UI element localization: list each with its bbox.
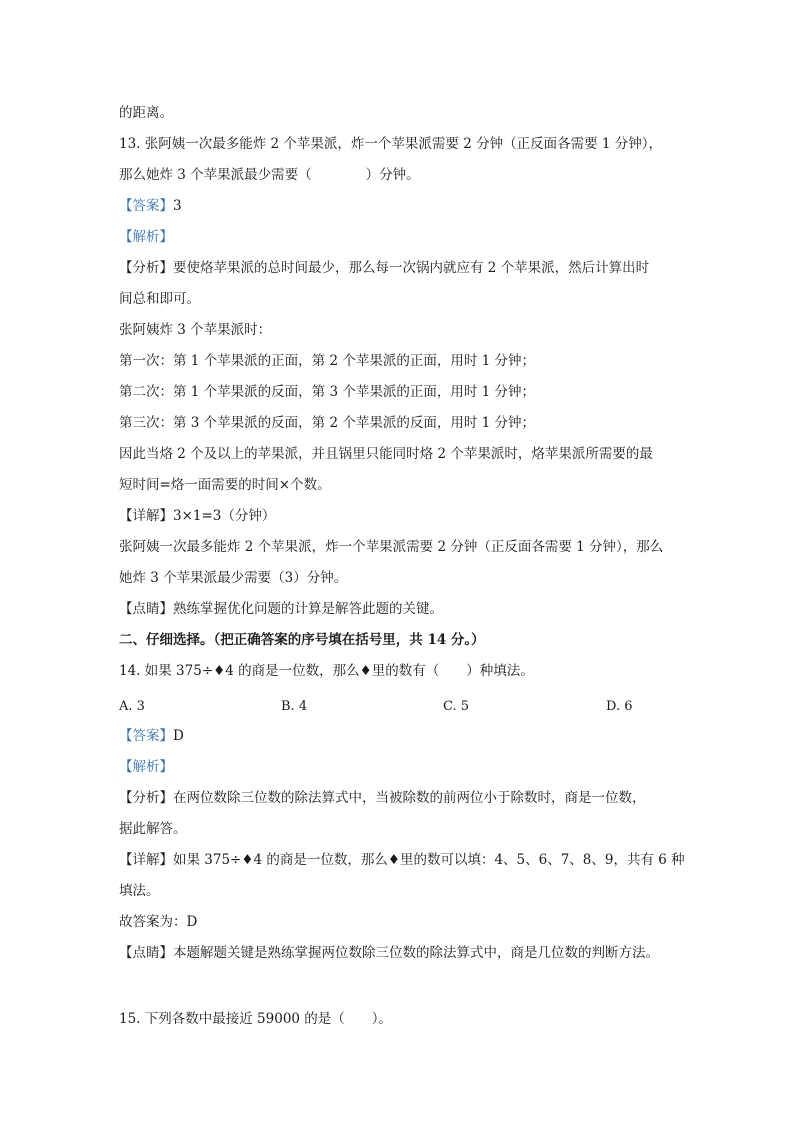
line-text: 张阿姨炸 3 个苹果派时： (119, 322, 272, 338)
answer-tag: 【答案】 (119, 728, 173, 744)
analysis-heading (119, 227, 679, 247)
detail-line (119, 506, 679, 526)
analysis-line (119, 258, 679, 278)
analysis-line (119, 788, 679, 808)
text-line (119, 444, 679, 464)
key-point-tag: 【点睛】 (119, 601, 173, 617)
option-c: C. 5 (443, 699, 470, 714)
line-text: 14. 如果 375÷♦4 的商是一位数，那么♦里的数有（ ）种填法。 (119, 663, 534, 679)
section-heading (119, 630, 679, 650)
answer-line (119, 196, 679, 216)
text-line (119, 289, 679, 309)
line-text: 15. 下列各数中最接近 59000 的是（ ）。 (119, 1011, 393, 1027)
key-point-line (119, 943, 679, 963)
key-point-line (119, 599, 679, 619)
line-text: 张阿姨一次最多能炸 2 个苹果派，炸一个苹果派需要 2 分钟（正反面各需要 1 分钟），那么 (119, 539, 664, 555)
line-text: 她炸 3 个苹果派最少需要（3）分钟。 (119, 570, 348, 586)
detail-tag: 【详解】 (119, 852, 173, 868)
key-point-tag: 【点睛】 (119, 945, 173, 961)
text-line (119, 912, 679, 932)
option-d: D. 6 (606, 699, 633, 714)
option-a: A. 3 (119, 699, 145, 714)
text-line (119, 819, 679, 839)
text-line (119, 103, 679, 123)
line-text: 要使烙苹果派的总时间最少，那么每一次锅内就应有 2 个苹果派，然后计算出时 (173, 260, 650, 276)
text-line (119, 165, 679, 185)
question-15 (119, 1009, 679, 1029)
analysis-heading (119, 757, 679, 777)
answer-line (119, 726, 679, 746)
text-line (119, 382, 679, 402)
text-line (119, 413, 679, 433)
line-text: 13. 张阿姨一次最多能炸 2 个苹果派，炸一个苹果派需要 2 分钟（正反面各需要 1 分钟）， (119, 136, 663, 152)
line-text: 第三次：第 3 个苹果派的反面，第 2 个苹果派的反面，用时 1 分钟； (119, 415, 536, 431)
answer-value: D (173, 728, 184, 744)
line-text: 那么她炸 3 个苹果派最少需要（ ）分钟。 (119, 167, 420, 183)
line-text: 本题解题关键是熟练掌握两位数除三位数的除法算式中，商是几位数的判断方法。 (173, 945, 659, 961)
question-13 (119, 134, 679, 154)
text-line (119, 475, 679, 495)
question-14 (119, 661, 679, 681)
answer-tag: 【答案】 (119, 198, 173, 214)
analysis-tag: 【分析】 (119, 790, 173, 806)
section-title: 二、仔细选择。（把正确答案的序号填在括号里，共 14 分。） (119, 632, 485, 648)
text-line (119, 320, 679, 340)
line-text: 3×1=3（分钟） (173, 508, 276, 524)
line-text: 如果 375÷♦4 的商是一位数，那么♦里的数可以填：4、5、6、7、8、9，共有 6 种 (173, 852, 685, 868)
detail-tag: 【详解】 (119, 508, 173, 524)
line-text: 因此当烙 2 个及以上的苹果派，并且锅里只能同时烙 2 个苹果派时，烙苹果派所需要的最 (119, 446, 653, 462)
analysis-tag: 【解析】 (119, 759, 173, 775)
analysis-tag: 【分析】 (119, 260, 173, 276)
line-text: 间总和即可。 (119, 291, 200, 307)
text-line (119, 881, 679, 901)
option-b: B. 4 (281, 699, 308, 714)
line-text: 第一次：第 1 个苹果派的正面，第 2 个苹果派的正面，用时 1 分钟； (119, 353, 536, 369)
line-text: 第二次：第 1 个苹果派的反面，第 3 个苹果派的正面，用时 1 分钟； (119, 384, 536, 400)
line-text: 熟练掌握优化问题的计算是解答此题的关键。 (173, 601, 443, 617)
line-text: 故答案为：D (119, 914, 198, 930)
detail-line (119, 850, 685, 870)
text-line (119, 537, 679, 557)
line-text: 短时间=烙一面需要的时间×个数。 (119, 477, 331, 493)
answer-value: 3 (173, 198, 182, 214)
line-text: 在两位数除三位数的除法算式中，当被除数的前两位小于除数时，商是一位数， (173, 790, 646, 806)
text-line (119, 351, 679, 371)
line-text: 的距离。 (119, 105, 173, 121)
line-text: 填法。 (119, 883, 160, 899)
text-line (119, 568, 679, 588)
analysis-tag: 【解析】 (119, 229, 173, 245)
line-text: 据此解答。 (119, 821, 187, 837)
